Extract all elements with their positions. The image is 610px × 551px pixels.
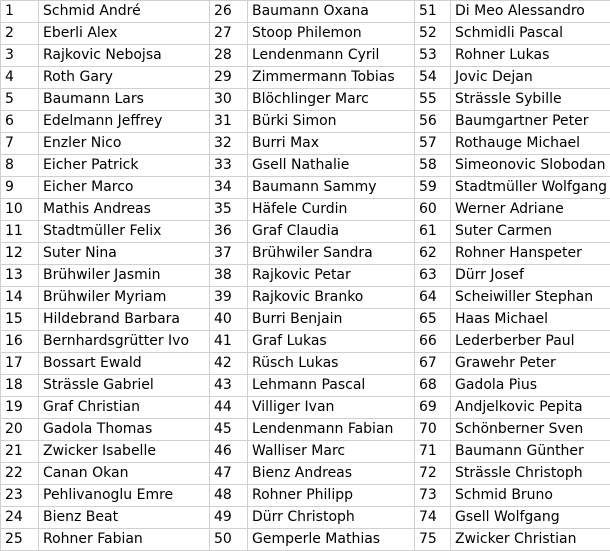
- table-row: [1, 507, 610, 529]
- name-cell[interactable]: Grawehr Peter: [451, 353, 610, 375]
- row-number-cell[interactable]: 48: [210, 485, 248, 507]
- table-row: [1, 375, 610, 397]
- name-cell[interactable]: Graf Claudia: [248, 221, 415, 243]
- name-cell[interactable]: Blöchlinger Marc: [248, 89, 415, 111]
- table-row: [1, 529, 610, 551]
- table-row: [1, 243, 610, 265]
- row-number-cell[interactable]: 18: [1, 375, 39, 397]
- name-cell[interactable]: Zwicker Christian: [451, 529, 610, 551]
- row-number-cell[interactable]: 26: [210, 1, 248, 23]
- name-cell[interactable]: Brühwiler Sandra: [248, 243, 415, 265]
- row-number-cell[interactable]: 61: [415, 221, 451, 243]
- row-number-cell[interactable]: 2: [1, 23, 39, 45]
- name-cell[interactable]: Schönberner Sven: [451, 419, 610, 441]
- table-row: [1, 111, 610, 133]
- table-row: [1, 221, 610, 243]
- row-number-cell[interactable]: 13: [1, 265, 39, 287]
- name-cell[interactable]: Lendenmann Fabian: [248, 419, 415, 441]
- name-cell[interactable]: Jovic Dejan: [451, 67, 610, 89]
- name-cell[interactable]: Hildebrand Barbara: [39, 309, 210, 331]
- name-cell[interactable]: Stoop Philemon: [248, 23, 415, 45]
- name-cell[interactable]: Bernhardsgrütter Ivo: [39, 331, 210, 353]
- row-number-cell[interactable]: 72: [415, 463, 451, 485]
- row-number-cell[interactable]: 57: [415, 133, 451, 155]
- row-number-cell[interactable]: 20: [1, 419, 39, 441]
- row-number-cell[interactable]: 51: [415, 1, 451, 23]
- row-number-cell[interactable]: 23: [1, 485, 39, 507]
- table-row: [1, 265, 610, 287]
- row-number-cell[interactable]: 70: [415, 419, 451, 441]
- row-number-cell[interactable]: 64: [415, 287, 451, 309]
- row-number-cell[interactable]: 46: [210, 441, 248, 463]
- name-cell[interactable]: Eberli Alex: [39, 23, 210, 45]
- name-cell[interactable]: Baumgartner Peter: [451, 111, 610, 133]
- name-cell[interactable]: Suter Nina: [39, 243, 210, 265]
- table-row: [1, 309, 610, 331]
- name-cell[interactable]: Strässle Gabriel: [39, 375, 210, 397]
- name-cell[interactable]: Rohner Fabian: [39, 529, 210, 551]
- row-number-cell[interactable]: 63: [415, 265, 451, 287]
- name-cell[interactable]: Gadola Thomas: [39, 419, 210, 441]
- row-number-cell[interactable]: 7: [1, 133, 39, 155]
- name-cell[interactable]: Eicher Patrick: [39, 155, 210, 177]
- row-number-cell[interactable]: 36: [210, 221, 248, 243]
- name-cell[interactable]: Bossart Ewald: [39, 353, 210, 375]
- row-number-cell[interactable]: 37: [210, 243, 248, 265]
- row-number-cell[interactable]: 3: [1, 45, 39, 67]
- row-number-cell[interactable]: 55: [415, 89, 451, 111]
- name-cell[interactable]: Baumann Günther: [451, 441, 610, 463]
- name-cell[interactable]: Simeonovic Slobodan: [451, 155, 610, 177]
- name-cell[interactable]: Mathis Andreas: [39, 199, 210, 221]
- row-number-cell[interactable]: 67: [415, 353, 451, 375]
- row-number-cell[interactable]: 31: [210, 111, 248, 133]
- row-number-cell[interactable]: 60: [415, 199, 451, 221]
- table-row: [1, 177, 610, 199]
- name-cell[interactable]: Baumann Oxana: [248, 1, 415, 23]
- name-cell[interactable]: Enzler Nico: [39, 133, 210, 155]
- name-cell[interactable]: Zwicker Isabelle: [39, 441, 210, 463]
- row-number-cell[interactable]: 52: [415, 23, 451, 45]
- table-row: [1, 133, 610, 155]
- name-cell[interactable]: Graf Lukas: [248, 331, 415, 353]
- row-number-cell[interactable]: 21: [1, 441, 39, 463]
- name-cell[interactable]: Roth Gary: [39, 67, 210, 89]
- name-cell[interactable]: Häfele Curdin: [248, 199, 415, 221]
- row-number-cell[interactable]: 69: [415, 397, 451, 419]
- table-row: [1, 45, 610, 67]
- name-cell[interactable]: Bienz Andreas: [248, 463, 415, 485]
- table-row: [1, 155, 610, 177]
- row-number-cell[interactable]: 42: [210, 353, 248, 375]
- row-number-cell[interactable]: 10: [1, 199, 39, 221]
- row-number-cell[interactable]: 16: [1, 331, 39, 353]
- row-number-cell[interactable]: 29: [210, 67, 248, 89]
- name-cell[interactable]: Bürki Simon: [248, 111, 415, 133]
- row-number-cell[interactable]: 34: [210, 177, 248, 199]
- row-number-cell[interactable]: 49: [210, 507, 248, 529]
- row-number-cell[interactable]: 27: [210, 23, 248, 45]
- row-number-cell[interactable]: 33: [210, 155, 248, 177]
- name-cell[interactable]: Brühwiler Myriam: [39, 287, 210, 309]
- name-cell[interactable]: Walliser Marc: [248, 441, 415, 463]
- row-number-cell[interactable]: 53: [415, 45, 451, 67]
- name-cell[interactable]: Gsell Wolfgang: [451, 507, 610, 529]
- name-cell[interactable]: Stadtmüller Wolfgang: [451, 177, 610, 199]
- row-number-cell[interactable]: 28: [210, 45, 248, 67]
- row-number-cell[interactable]: 66: [415, 331, 451, 353]
- name-cell[interactable]: Baumann Sammy: [248, 177, 415, 199]
- row-number-cell[interactable]: 39: [210, 287, 248, 309]
- table-row: [1, 397, 610, 419]
- name-cell[interactable]: Stadtmüller Felix: [39, 221, 210, 243]
- table-row: [1, 67, 610, 89]
- name-cell[interactable]: Scheiwiller Stephan: [451, 287, 610, 309]
- row-number-cell[interactable]: 17: [1, 353, 39, 375]
- row-number-cell[interactable]: 50: [210, 529, 248, 551]
- row-number-cell[interactable]: 6: [1, 111, 39, 133]
- row-number-cell[interactable]: 24: [1, 507, 39, 529]
- row-number-cell[interactable]: 25: [1, 529, 39, 551]
- row-number-cell[interactable]: 47: [210, 463, 248, 485]
- row-number-cell[interactable]: 1: [1, 1, 39, 23]
- name-cell[interactable]: Schmid André: [39, 1, 210, 23]
- name-cell[interactable]: Schmid Bruno: [451, 485, 610, 507]
- name-cell[interactable]: Dürr Christoph: [248, 507, 415, 529]
- row-number-cell[interactable]: 4: [1, 67, 39, 89]
- row-number-cell[interactable]: 15: [1, 309, 39, 331]
- name-cell[interactable]: Eicher Marco: [39, 177, 210, 199]
- row-number-cell[interactable]: 38: [210, 265, 248, 287]
- name-cell[interactable]: Zimmermann Tobias: [248, 67, 415, 89]
- row-number-cell[interactable]: 22: [1, 463, 39, 485]
- row-number-cell[interactable]: 74: [415, 507, 451, 529]
- row-number-cell[interactable]: 65: [415, 309, 451, 331]
- name-cell[interactable]: Baumann Lars: [39, 89, 210, 111]
- table-row: [1, 23, 610, 45]
- name-cell[interactable]: Rohner Philipp: [248, 485, 415, 507]
- name-cell[interactable]: Dürr Josef: [451, 265, 610, 287]
- table-row: [1, 353, 610, 375]
- name-cell[interactable]: Gadola Pius: [451, 375, 610, 397]
- name-cell[interactable]: Andjelkovic Pepita: [451, 397, 610, 419]
- row-number-cell[interactable]: 54: [415, 67, 451, 89]
- name-cell[interactable]: Strässle Christoph: [451, 463, 610, 485]
- name-cell[interactable]: Lendenmann Cyril: [248, 45, 415, 67]
- name-cell[interactable]: Burri Max: [248, 133, 415, 155]
- table-row: [1, 199, 610, 221]
- name-list-body: [1, 1, 610, 551]
- row-number-cell[interactable]: 56: [415, 111, 451, 133]
- name-cell[interactable]: Suter Carmen: [451, 221, 610, 243]
- row-number-cell[interactable]: 32: [210, 133, 248, 155]
- name-cell[interactable]: Lehmann Pascal: [248, 375, 415, 397]
- name-cell[interactable]: Werner Adriane: [451, 199, 610, 221]
- name-cell[interactable]: Gemperle Mathias: [248, 529, 415, 551]
- row-number-cell[interactable]: 8: [1, 155, 39, 177]
- row-number-cell[interactable]: 35: [210, 199, 248, 221]
- row-number-cell[interactable]: 5: [1, 89, 39, 111]
- table-row: [1, 1, 610, 23]
- name-cell[interactable]: Graf Christian: [39, 397, 210, 419]
- row-number-cell[interactable]: 40: [210, 309, 248, 331]
- name-cell[interactable]: Edelmann Jeffrey: [39, 111, 210, 133]
- table-row: [1, 419, 610, 441]
- name-cell[interactable]: Rohner Lukas: [451, 45, 610, 67]
- row-number-cell[interactable]: 45: [210, 419, 248, 441]
- name-cell[interactable]: Brühwiler Jasmin: [39, 265, 210, 287]
- name-cell[interactable]: Schmidli Pascal: [451, 23, 610, 45]
- row-number-cell[interactable]: 30: [210, 89, 248, 111]
- row-number-cell[interactable]: 9: [1, 177, 39, 199]
- name-cell[interactable]: Di Meo Alessandro: [451, 1, 610, 23]
- name-cell[interactable]: Rohner Hanspeter: [451, 243, 610, 265]
- name-cell[interactable]: Burri Benjain: [248, 309, 415, 331]
- row-number-cell[interactable]: 11: [1, 221, 39, 243]
- name-cell[interactable]: Strässle Sybille: [451, 89, 610, 111]
- row-number-cell[interactable]: 68: [415, 375, 451, 397]
- row-number-cell[interactable]: 12: [1, 243, 39, 265]
- name-cell[interactable]: Rüsch Lukas: [248, 353, 415, 375]
- name-cell[interactable]: Rajkovic Branko: [248, 287, 415, 309]
- table-row: [1, 485, 610, 507]
- row-number-cell[interactable]: 62: [415, 243, 451, 265]
- name-cell[interactable]: Rajkovic Nebojsa: [39, 45, 210, 67]
- table-row: [1, 89, 610, 111]
- table-row: [1, 463, 610, 485]
- name-cell[interactable]: Lederberber Paul: [451, 331, 610, 353]
- row-number-cell[interactable]: 43: [210, 375, 248, 397]
- name-cell[interactable]: Bienz Beat: [39, 507, 210, 529]
- row-number-cell[interactable]: 75: [415, 529, 451, 551]
- row-number-cell[interactable]: 59: [415, 177, 451, 199]
- row-number-cell[interactable]: 58: [415, 155, 451, 177]
- name-cell[interactable]: Pehlivanoglu Emre: [39, 485, 210, 507]
- row-number-cell[interactable]: 14: [1, 287, 39, 309]
- name-cell[interactable]: Gsell Nathalie: [248, 155, 415, 177]
- name-cell[interactable]: Haas Michael: [451, 309, 610, 331]
- name-cell[interactable]: Villiger Ivan: [248, 397, 415, 419]
- row-number-cell[interactable]: 73: [415, 485, 451, 507]
- table-row: [1, 331, 610, 353]
- table-row: [1, 441, 610, 463]
- row-number-cell[interactable]: 41: [210, 331, 248, 353]
- table-row: [1, 287, 610, 309]
- name-cell[interactable]: Canan Okan: [39, 463, 210, 485]
- row-number-cell[interactable]: 19: [1, 397, 39, 419]
- name-cell[interactable]: Rajkovic Petar: [248, 265, 415, 287]
- row-number-cell[interactable]: 71: [415, 441, 451, 463]
- name-cell[interactable]: Rothauge Michael: [451, 133, 610, 155]
- row-number-cell[interactable]: 44: [210, 397, 248, 419]
